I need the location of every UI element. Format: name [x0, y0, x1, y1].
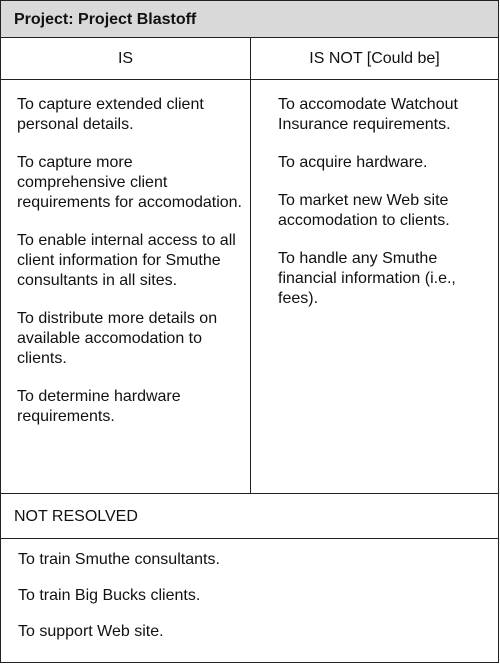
scope-body-row	[1, 80, 498, 494]
is-not-column	[251, 80, 498, 493]
is-not-item: To market new Web site accomodation to clients.	[278, 192, 450, 229]
table-title: Project: Project Blastoff	[1, 1, 498, 38]
is-not-column-header: IS NOT [Could be]	[309, 49, 440, 67]
column-header-row	[1, 38, 498, 80]
not-resolved-item: To train Smuthe consultants.	[18, 551, 220, 568]
not-resolved-header: NOT RESOLVED	[1, 494, 498, 539]
is-item: To enable internal access to all client information for Smuthe consultants in all sites.	[17, 232, 236, 289]
is-column	[1, 80, 251, 493]
not-resolved-item: To support Web site.	[18, 623, 164, 640]
is-item: To capture extended client personal details.	[17, 96, 204, 133]
is-not-item: To handle any Smuthe financial information (i.e., fees).	[278, 250, 456, 307]
is-item: To distribute more details on available accomodation to clients.	[17, 310, 218, 367]
is-item: To capture more comprehensive client requirements for accomodation.	[17, 154, 242, 211]
not-resolved-item: To train Big Bucks clients.	[18, 587, 201, 604]
is-not-item: To acquire hardware.	[278, 154, 428, 171]
is-not-item: To accomodate Watchout Insurance requirements.	[278, 96, 458, 133]
is-column-header: IS	[1, 38, 251, 79]
not-resolved-list	[1, 539, 498, 642]
is-item: To determine hardware requirements.	[17, 388, 181, 425]
